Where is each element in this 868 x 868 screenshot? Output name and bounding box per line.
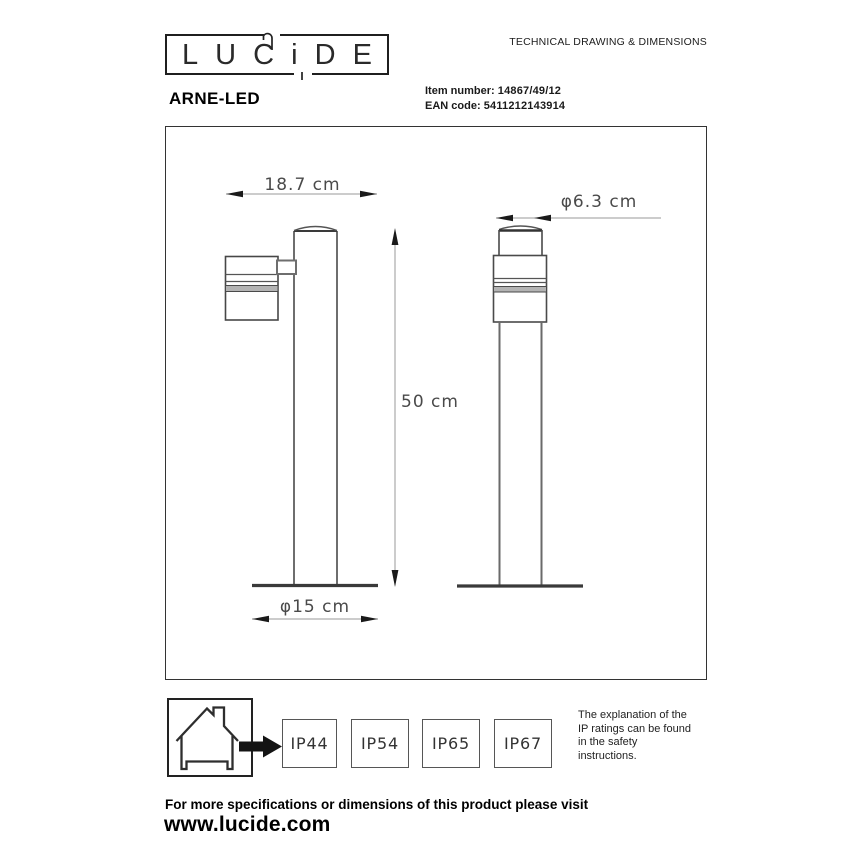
item-number-row	[425, 84, 565, 99]
dimension-head-diameter-label: φ6.3 cm	[560, 192, 638, 212]
ip-note-line: instructions.	[578, 749, 637, 762]
logo-letter: C	[253, 38, 275, 71]
dimension-base-diameter-label: φ15 cm	[279, 597, 351, 617]
ip44-badge: IP44	[282, 719, 337, 768]
ip67-badge: IP67	[494, 719, 552, 768]
lucide-logo	[165, 34, 389, 75]
ean-value: 5411212143914	[483, 100, 566, 112]
ip65-badge: IP65	[422, 719, 480, 768]
dimension-height-label: 50 cm	[401, 392, 459, 412]
logo-letter: U	[215, 38, 237, 71]
logo-letter: L	[182, 38, 199, 71]
footer-website: www.lucide.com	[164, 813, 331, 836]
ip-note-line: The explanation of the	[578, 709, 687, 721]
ean-label: EAN code:	[425, 100, 481, 112]
logo-letter: D	[314, 38, 336, 71]
footer-text: For more specifications or dimensions of this product please visit	[165, 797, 589, 812]
item-number-value: 14867/49/12	[497, 85, 562, 97]
dimension-width-label: 18.7 cm	[264, 175, 341, 195]
ip-ratings-note	[578, 709, 691, 763]
ean-row	[425, 99, 565, 114]
logo-letter: E	[352, 38, 372, 71]
outdoor-house-pictogram-box	[167, 698, 253, 777]
ip-note-line: IP ratings can be found	[578, 722, 691, 735]
ip-note-line: in the safety	[578, 736, 638, 748]
logo-letter: i	[291, 38, 298, 71]
product-meta	[425, 84, 565, 114]
ip54-badge: IP54	[351, 719, 409, 768]
item-number-label: Item number:	[425, 85, 495, 97]
product-name: ARNE-LED	[169, 89, 261, 108]
document-type-title: TECHNICAL DRAWING & DIMENSIONS	[509, 36, 707, 48]
